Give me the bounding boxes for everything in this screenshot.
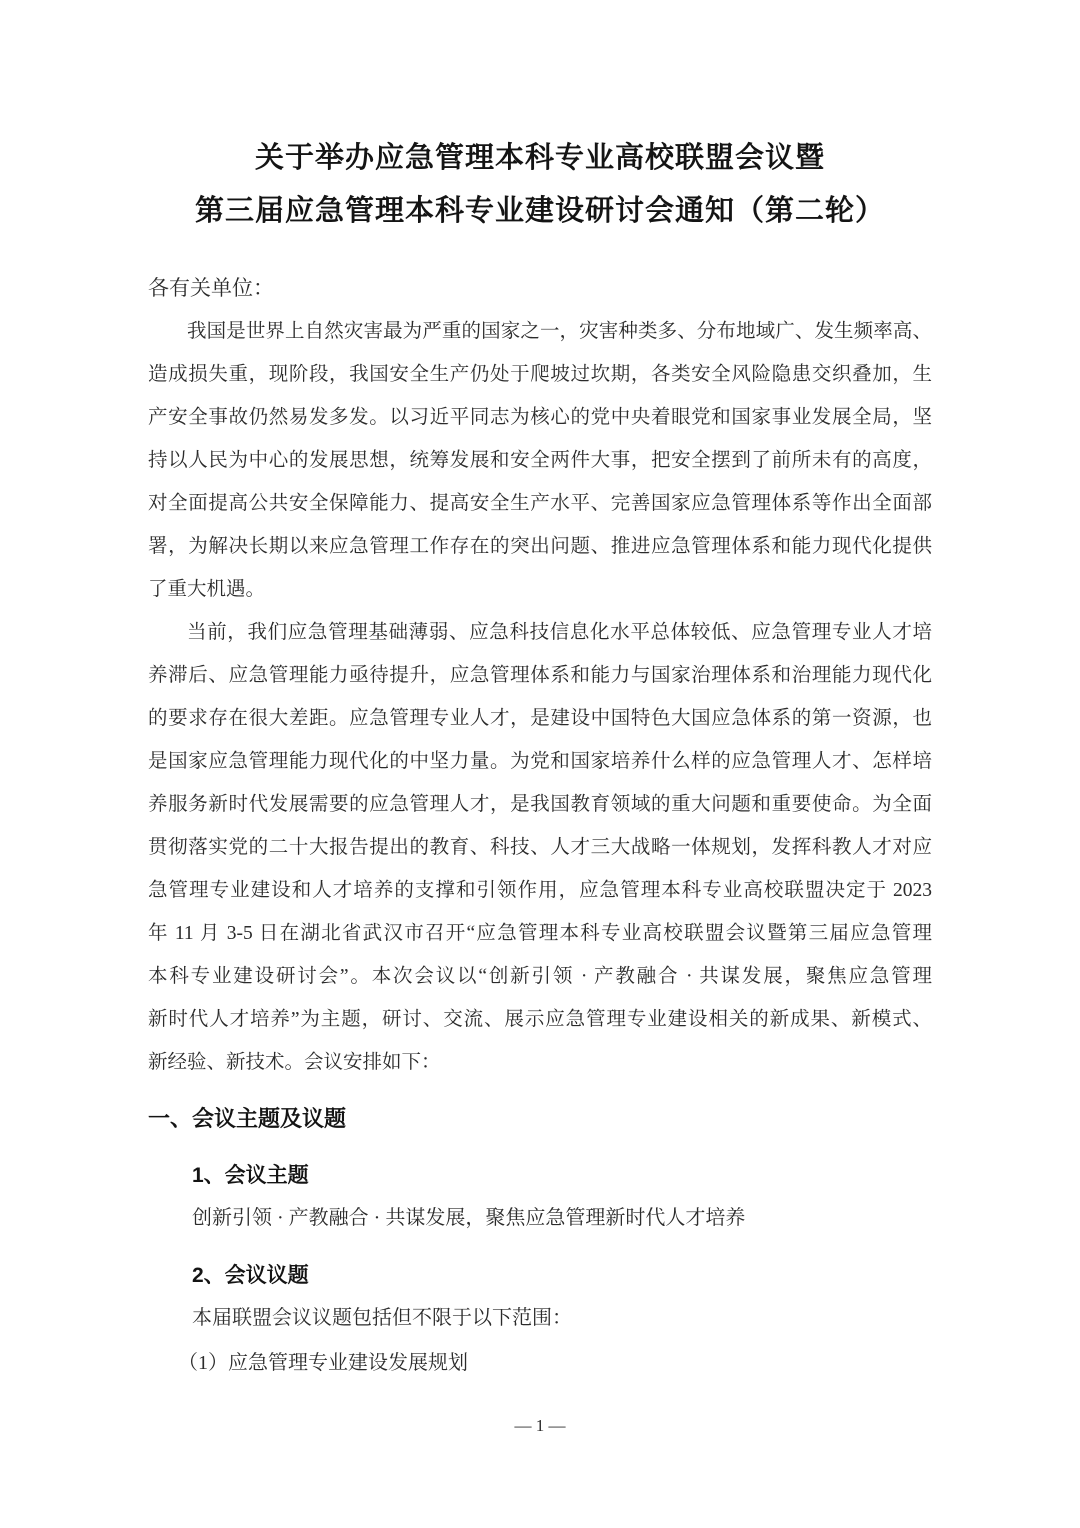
paragraph-line: 养滞后、应急管理能力亟待提升，应急管理体系和能力与国家治理体系和治理能力现代化 <box>148 665 932 686</box>
paragraph-line: 持以人民为中心的发展思想，统筹发展和安全两件大事，把安全摆到了前所未有的高度， <box>148 450 932 471</box>
section-heading-topics: 一、会议主题及议题 <box>148 1106 347 1131</box>
paragraph-line: 产安全事故仍然易发多发。以习近平同志为核心的党中央着眼党和国家事业发展全局，坚 <box>148 407 932 428</box>
subsection-heading-theme: 1、会议主题 <box>192 1164 309 1187</box>
page-number: — 1 — <box>514 1416 566 1435</box>
title-line-1: 关于举办应急管理本科专业高校联盟会议暨 <box>254 142 825 174</box>
agenda-intro-text: 本届联盟会议议题包括但不限于以下范围： <box>192 1307 572 1329</box>
paragraph-container <box>148 310 932 1084</box>
paragraph-line: 新经验、新技术。会议安排如下： <box>148 1052 441 1073</box>
paragraph-line: 贯彻落实党的二十大报告提出的教育、科技、人才三大战略一体规划，发挥科教人才对应 <box>148 837 932 858</box>
document-title <box>148 132 932 238</box>
paragraph-line: 的要求存在很大差距。应急管理专业人才，是建设中国特色大国应急体系的第一资源，也 <box>148 708 932 729</box>
paragraph-line: 本科专业建设研讨会”。本次会议以“创新引领 · 产教融合 · 共谋发展，聚焦应急管理 <box>148 966 932 987</box>
agenda-item: （1）应急管理专业建设发展规划 <box>178 1352 468 1374</box>
paragraph-line: 急管理专业建设和人才培养的支撑和引领作用，应急管理本科专业高校联盟决定于 2023 <box>148 880 932 901</box>
conference-theme-text: 创新引领 · 产教融合 · 共谋发展，聚焦应急管理新时代人才培养 <box>192 1207 746 1229</box>
paragraph <box>148 310 932 611</box>
paragraph-line: 当前，我们应急管理基础薄弱、应急科技信息化水平总体较低、应急管理专业人才培 <box>187 622 932 643</box>
paragraph-line: 是国家应急管理能力现代化的中坚力量。为党和国家培养什么样的应急管理人才、怎样培 <box>148 751 932 772</box>
paragraph-line: 造成损失重，现阶段，我国安全生产仍处于爬坡过坎期，各类安全风险隐患交织叠加，生 <box>148 364 932 385</box>
title-line-2: 第三届应急管理本科专业建设研讨会通知（第二轮） <box>194 195 885 227</box>
paragraph-line: 对全面提高公共安全保障能力、提高安全生产水平、完善国家应急管理体系等作出全面部 <box>148 493 932 514</box>
salutation: 各有关单位： <box>148 276 274 300</box>
paragraph-line: 新时代人才培养”为主题，研讨、交流、展示应急管理专业建设相关的新成果、新模式、 <box>148 1009 932 1030</box>
paragraph-line: 年 11 月 3-5 日在湖北省武汉市召开“应急管理本科专业高校联盟会议暨第三届应急管理 <box>148 923 932 944</box>
agenda-item-list <box>148 1342 932 1385</box>
paragraph <box>148 611 932 1084</box>
paragraph-line: 了重大机遇。 <box>148 579 266 600</box>
paragraph-line: 我国是世界上自然灾害最为严重的国家之一，灾害种类多、分布地域广、发生频率高、 <box>187 321 932 342</box>
subsection-heading-agenda: 2、会议议题 <box>192 1264 309 1287</box>
paragraph-line: 养服务新时代发展需要的应急管理人才，是我国教育领域的重大问题和重要使命。为全面 <box>148 794 932 815</box>
paragraph-line: 署，为解决长期以来应急管理工作存在的突出问题、推进应急管理体系和能力现代化提供 <box>148 536 932 557</box>
